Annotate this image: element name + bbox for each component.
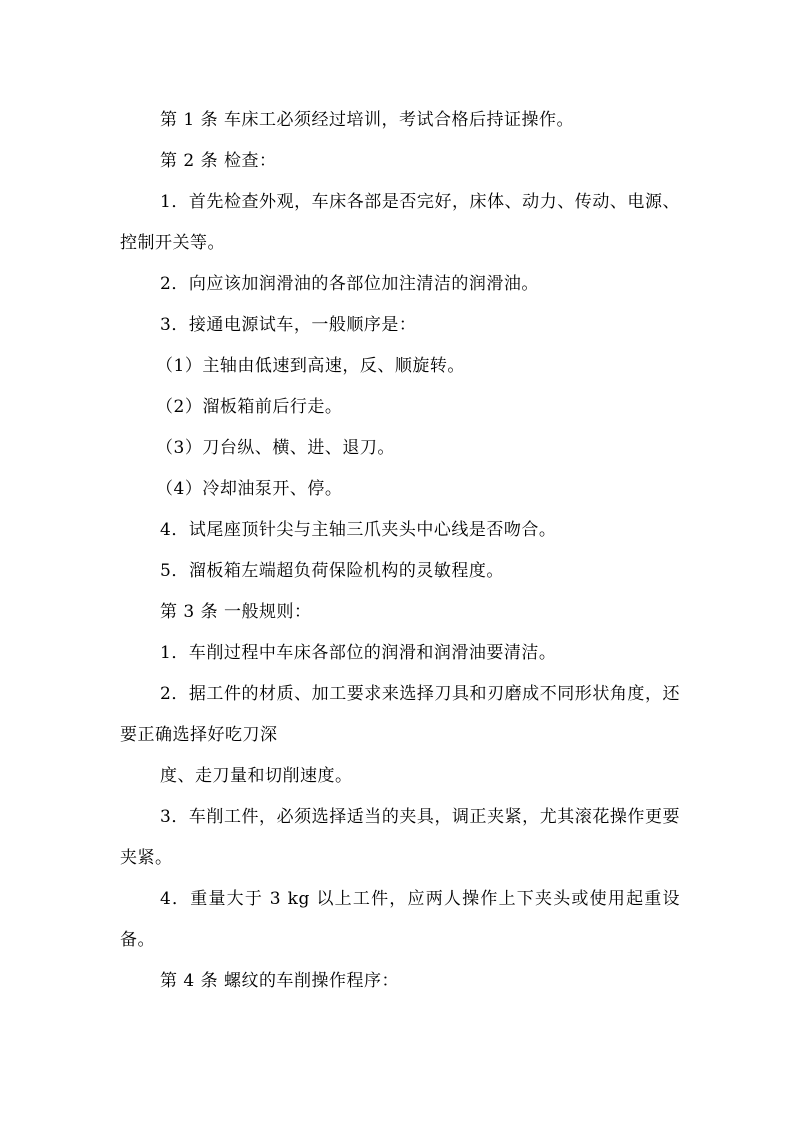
rule-item-1: 1．车削过程中车床各部位的润滑和润滑油要清洁。: [160, 643, 557, 663]
check-item-2: 2．向应该加润滑油的各部位加注清洁的润滑油。: [160, 274, 539, 294]
check-item-3: 3．接通电源试车，一般顺序是：: [160, 315, 417, 335]
rule-item-2-continuation: 度、走刀量和切削速度。: [160, 766, 353, 786]
rule-item-3: 3．车削工件，必须选择适当的夹具，调正夹紧，尤其滚花操作更要夹紧。: [120, 807, 680, 868]
check-subitem-2: （2）溜板箱前后行走。: [156, 397, 343, 417]
article-3-heading: 第 3 条 一般规则：: [160, 602, 312, 622]
article-4-heading: 第 4 条 螺纹的车削操作程序：: [160, 971, 400, 991]
check-item-4: 4．试尾座顶针尖与主轴三爪夹头中心线是否吻合。: [160, 520, 557, 540]
check-subitem-1: （1）主轴由低速到高速，反、顺旋转。: [156, 356, 465, 376]
check-item-1: 1．首先检查外观，车床各部是否完好，床体、动力、传动、电源、控制开关等。: [120, 192, 680, 253]
document-body: [120, 100, 680, 1002]
article-1-paragraph: 第 1 条 车床工必须经过培训，考试合格后持证操作。: [160, 110, 575, 130]
rule-item-2: 2．据工件的材质、加工要求来选择刀具和刃磨成不同形状角度，还要正确选择好吃刀深: [120, 684, 680, 745]
check-subitem-3: （3）刀台纵、横、进、退刀。: [156, 438, 395, 458]
check-subitem-4: （4）冷却油泵开、停。: [156, 479, 343, 499]
check-item-5: 5．溜板箱左端超负荷保险机构的灵敏程度。: [160, 561, 504, 581]
article-2-heading: 第 2 条 检查：: [160, 151, 277, 171]
rule-item-4: 4．重量大于 3 kg 以上工件，应两人操作上下夹头或使用起重设备。: [120, 889, 680, 950]
